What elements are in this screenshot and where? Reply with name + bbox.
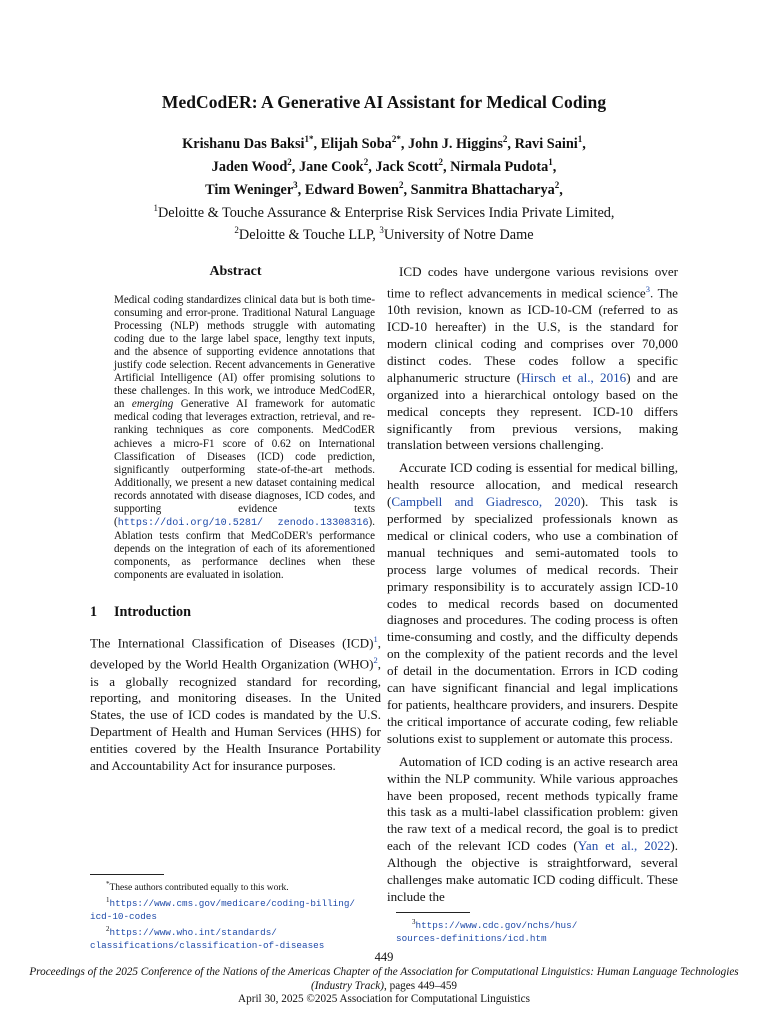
body-text: Automation of ICD coding is an active research area within the NLP community. While various approaches have been proposed, recent methods typically frame this task as a multi-label classification problem: given the raw text of a medical record, the goal is to predict each of the relevant ICD codes (	[387, 753, 678, 854]
footnote-2	[90, 924, 381, 940]
author-affil-sup: 1	[577, 134, 583, 144]
footnote-ref[interactable]: 2	[373, 655, 378, 666]
author-name: Tim Weninger	[205, 181, 294, 198]
affil-sup: 3	[379, 224, 384, 235]
body-text: ) and are organized into a hierarchical ontology based on the medical concepts they represent. ICD-10 differs significantly from previous versions, making translation between versions challenging.	[387, 369, 678, 453]
footnote-link[interactable]: https://www.cms.gov/medicare/coding-billing/	[109, 898, 355, 910]
footnote-link[interactable]: https://www.who.int/standards/	[109, 926, 277, 938]
proceedings-line-1	[0, 966, 768, 980]
footnote-mark: 2	[106, 924, 110, 933]
footnote-ref[interactable]: 3	[645, 283, 650, 294]
citation-link[interactable]: Campbell and Giadresco, 2020	[391, 494, 581, 510]
body-text: ). This task is performed by specialized professionals known as medical or clinical coders, who use a combination of manual techniques and semi-automated tools to process large volumes of medical records. Their primary responsibility is to accurately assign ICD-10 codes to medical records based on documented diagnoses and procedures. The coding process is often time-consuming and costly, and the difficulty depends on the complexity of the patient records and the level of detail in the documentation. Errors in ICD coding can have significant financial and legal implications for patients, healthcare providers, and insurers. Despite the critical importance of accurate coding, few reliable solutions exist to supplement or automate this process.	[387, 494, 678, 746]
author-name: Ravi Saini	[514, 135, 578, 152]
affiliation-text: University of Notre Dame	[383, 226, 534, 243]
author-name: Jack Scott	[375, 158, 439, 175]
proceedings-footer	[0, 966, 768, 1007]
abstract-text-part: ). Ablation tests confirm that MedCoDER's performance depends on the integration of each of its aforementioned components, as performance declines when these components are evaluated in isolation.	[114, 515, 375, 581]
page-number: 449	[374, 950, 394, 964]
author-name: Edward Bowen	[304, 181, 399, 198]
footnote-divider	[90, 874, 164, 875]
author-affil-sup: 2	[363, 156, 369, 167]
abstract-heading: Abstract	[209, 264, 262, 279]
author-name: Elijah Soba	[320, 135, 392, 152]
footnote-1	[90, 895, 381, 911]
footnote-text: These authors contributed equally to this work.	[109, 883, 289, 894]
author-list	[0, 130, 768, 198]
footnote-3-cont	[396, 933, 678, 946]
affiliation-text: Deloitte & Touche LLP,	[238, 226, 376, 243]
author-name: John J. Higgins	[407, 135, 503, 152]
author-name: Sanmitra Bhattacharya	[410, 181, 555, 198]
footnote-link[interactable]: icd-10-codes	[90, 910, 157, 922]
author-line-3: Tim Weninger$^3$, Edward Bowen$^2$, Sanmitra Bhattacharya$^2$,	[205, 179, 563, 198]
footnote-3	[396, 917, 678, 933]
author-name: Nirmala Pudota	[450, 158, 549, 175]
author-name: Krishanu Das Baksi	[182, 135, 305, 152]
footnote-mark: 1	[106, 895, 110, 904]
citation-link[interactable]: Yan et al., 2022	[577, 838, 671, 854]
proceedings-text: , pages 449–459	[384, 979, 458, 992]
abstract-emphasis: emerging	[131, 398, 174, 411]
footnote-1-cont	[90, 911, 381, 924]
footnote-mark: *	[106, 880, 110, 888]
footnote-ref[interactable]: 1	[373, 634, 378, 645]
body-paragraph	[387, 264, 678, 454]
section-heading-introduction	[90, 604, 381, 621]
author-affil-sup: 2	[502, 134, 508, 144]
author-affil-sup: 3	[293, 179, 298, 190]
footnotes-right	[396, 912, 678, 946]
body-paragraph	[387, 754, 678, 906]
author-line-2: Jaden Wood$^2$, Jane Cook$^2$, Jack Scott$^2$, Nirmala Pudota$^1$,	[211, 156, 557, 175]
author-affil-sup: 2	[398, 179, 404, 190]
intro-paragraph	[90, 631, 381, 775]
author-affil-sup: 1*	[304, 134, 314, 144]
affil-sup: 1	[153, 203, 158, 213]
author-affil-sup: 1	[548, 156, 553, 167]
author-name: Jaden Wood	[211, 158, 288, 175]
author-affil-sup: 2	[287, 156, 292, 167]
author-affil-sup: 2*	[391, 134, 401, 144]
author-affil-sup: 2	[554, 179, 560, 190]
right-column	[387, 264, 678, 906]
paper-title: MedCodER: A Generative AI Assistant for Medical Coding	[161, 92, 607, 112]
proceedings-line-3: April 30, 2025 ©2025 Association for Computational Linguistics	[238, 993, 530, 1006]
author-name: Jane Cook	[298, 158, 364, 175]
affil-sup: 2	[234, 224, 239, 235]
left-column	[90, 264, 381, 775]
section-number: 1	[90, 604, 98, 621]
body-paragraph	[387, 460, 678, 747]
body-text: , developed by the World Health Organization (WHO)	[90, 635, 381, 672]
affiliation-line-2	[0, 222, 768, 244]
author-affil-sup: 2	[438, 156, 443, 167]
footnote-divider	[396, 912, 470, 913]
proceedings-line-2	[0, 980, 768, 994]
abstract-text-part: Generative AI framework for automatic medical coding that leverages extraction, retrieval, and re-ranking techniques as core components. MedCodER achieves a micro-F1 score of 0.62 on International Classification of Diseases (ICD) code prediction, significantly outperforming state-of-the-art methods. Additionally, we present a new dataset containing medical records annotated with disease diagnoses, ICD codes, and supporting evidence texts (	[114, 398, 376, 528]
affiliation-text: Deloitte & Touche Assurance & Enterprise Risk Services India Private Limited,	[157, 204, 615, 221]
section-title: Introduction	[114, 604, 191, 621]
affiliation-line-1	[0, 200, 768, 222]
body-text: The International Classification of Diseases (ICD)	[90, 635, 374, 651]
author-line-1: Krishanu Das Baksi$^{1*}$, Elijah Soba$^{2*}$, John J. Higgins$^2$, Ravi Saini$^1$,	[182, 134, 586, 152]
citation-link[interactable]: Hirsch et al., 2016	[520, 369, 627, 385]
proceedings-text: (Industry Track)	[310, 979, 384, 992]
body-text: , is a globally recognized standard for recording, reporting, and monitoring diseases. In the United States, the use of ICD codes is mandated by the U.S. Department of Health and Human Services (HHS) for entities covered by the Health Insurance Portability and Accountability Act for insurance purposes.	[90, 656, 381, 774]
body-text: ICD codes have undergone various revisions over time to reflect advancements in medical science	[387, 264, 678, 301]
dataset-link[interactable]: https://doi.org/10.5281/ zenodo.13308316	[117, 517, 369, 529]
footnote-mark: 3	[412, 918, 416, 926]
footnote-link[interactable]: https://www.cdc.gov/nchs/hus/	[415, 920, 578, 932]
proceedings-text: Proceedings of the 2025 Conference of the Nations of the Americas Chapter of the Association for Computational Linguistics: Human Language Technologies	[29, 966, 739, 978]
footnote-link[interactable]: classifications/classification-of-diseases	[90, 939, 325, 951]
body-text: ). Although the objective is straightforward, several challenges make automatic ICD coding difficult. These include the	[387, 838, 678, 904]
body-text: Accurate ICD coding is essential for medical billing, health resource allocation, and medical research (	[387, 460, 678, 510]
affiliations	[0, 200, 768, 244]
abstract-text-part: Medical coding standardizes clinical data but is both time-consuming and error-prone. Traditional Natural Language Processing (NLP) methods struggle with automating coding due to the large label space, lengthy text inputs, and the absence of supporting evidence annotations that justify code selection. Recent advancements in Generative Artificial Intelligence (AI) offer promising solutions to these challenges. In this work, we introduce MedCodER, an	[114, 294, 375, 411]
footnotes-left	[90, 874, 381, 952]
footnote-star	[90, 879, 381, 895]
abstract-text	[114, 294, 375, 582]
body-text: . The 10th revision, known as ICD-10-CM (referred to as ICD-10 hereafter) in the U.S, is the standard for modern clinical coding and comprises over 70,000 distinct codes. These codes follow a specific alphanumeric structure (	[387, 285, 678, 385]
footnote-link[interactable]: sources-definitions/icd.htm	[396, 932, 547, 944]
